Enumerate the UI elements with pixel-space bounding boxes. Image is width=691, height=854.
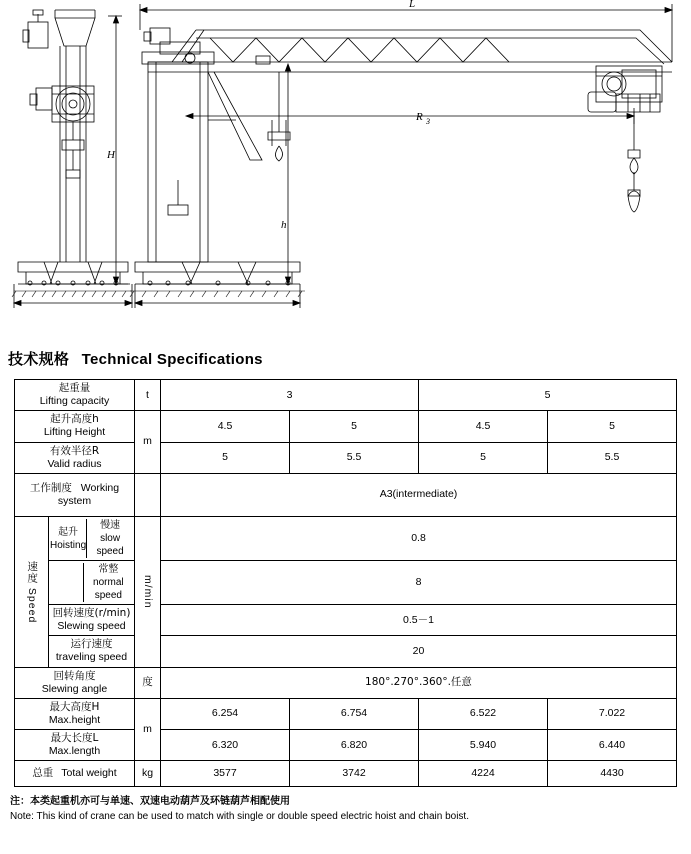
row-label-cn: 起重量 <box>58 382 91 394</box>
row-unit-speed: m/min <box>135 517 161 668</box>
cell-valid-radius-1: 5 <box>161 442 290 473</box>
row-label-cn: 有效半径R <box>49 444 100 457</box>
cell-slewing-speed: 0.5－1 <box>161 605 677 636</box>
cell-max-length-1: 6.320 <box>161 730 290 761</box>
sub-label-cn: 慢速 <box>100 520 121 531</box>
cell-max-height-3: 6.522 <box>419 698 548 729</box>
sub-label-en: Slewing speed <box>57 620 126 633</box>
row-unit-meter-1: m <box>135 411 161 474</box>
row-label-cn: 回转角度 <box>53 669 96 682</box>
cell-lifting-height-1: 4.5 <box>161 411 290 442</box>
cell-lifting-height-4: 5 <box>548 411 677 442</box>
table-row <box>15 561 677 605</box>
row-label-valid-radius <box>15 442 135 473</box>
row-label-cn: 起升高度h <box>50 413 99 426</box>
row-label-cn: 最大长度L <box>50 732 99 744</box>
row-label-en: Slewing angle <box>41 682 108 695</box>
dim-label-R: R <box>416 111 423 123</box>
sub-label-en: normal speed <box>93 577 124 601</box>
page-title-cn: 技术规格 <box>8 350 70 368</box>
row-unit-meter-2: m <box>135 698 161 761</box>
row-label-cn: 总重 <box>32 767 54 780</box>
row-label-cn: 工作制度 <box>29 481 72 494</box>
dim-label-H: H <box>107 149 115 161</box>
table-row <box>15 442 677 473</box>
row-label-en: Lifting Height <box>43 426 106 439</box>
row-label-en: Valid radius <box>47 457 102 470</box>
dim-label-L: L <box>409 0 416 10</box>
row-unit-kg: kg <box>135 761 161 787</box>
table-row <box>15 517 677 561</box>
row-label-total-weight <box>15 761 135 787</box>
crane-drawing-svg <box>0 0 691 330</box>
row-unit-working-system <box>135 473 161 516</box>
page-title <box>8 348 691 369</box>
cell-valid-radius-4: 5.5 <box>548 442 677 473</box>
cell-slewing-angle: 180°.270°.360°.任意 <box>161 667 677 698</box>
row-label-slewing-speed <box>49 605 135 636</box>
table-row <box>15 698 677 729</box>
row-label-working-system <box>15 473 135 516</box>
row-label-slewing-angle <box>15 667 135 698</box>
table-row <box>15 636 677 667</box>
sub-label-cn: 运行速度 <box>70 638 113 651</box>
cell-lifting-height-2: 5 <box>290 411 419 442</box>
sub-label-en: slow speed <box>96 533 124 557</box>
group-label-speed <box>15 517 49 668</box>
row-label-en: Lifting capacity <box>39 395 110 408</box>
cell-max-length-3: 5.940 <box>419 730 548 761</box>
cell-hoisting-slow-speed: 0.8 <box>161 517 677 561</box>
row-label-lifting-height <box>15 411 135 442</box>
cell-total-weight-2: 3742 <box>290 761 419 787</box>
cell-traveling-speed: 20 <box>161 636 677 667</box>
sub-label-en: traveling speed <box>55 651 128 664</box>
row-label-traveling-speed <box>49 636 135 667</box>
hoisting-group-cn: 起升 <box>58 526 79 538</box>
table-row <box>15 667 677 698</box>
cell-working-system: A3(intermediate) <box>161 473 677 516</box>
cell-capacity-3: 3 <box>161 380 419 411</box>
cell-max-height-4: 7.022 <box>548 698 677 729</box>
row-label-en: Working system <box>57 481 120 507</box>
sub-label-cn: 常整 <box>98 564 119 575</box>
table-row <box>15 605 677 636</box>
cell-total-weight-4: 4430 <box>548 761 677 787</box>
cell-max-height-2: 6.754 <box>290 698 419 729</box>
dim-label-h: h <box>281 219 287 231</box>
table-row <box>15 730 677 761</box>
cell-lifting-height-3: 4.5 <box>419 411 548 442</box>
crane-technical-drawing <box>0 0 691 330</box>
group-label-cn: 速度 <box>26 560 39 584</box>
sub-label-cn: 回转速度(r/min) <box>52 607 131 619</box>
cell-total-weight-1: 3577 <box>161 761 290 787</box>
row-label-hoisting-slow-speed <box>49 517 135 561</box>
group-label-en: Speed <box>26 587 39 623</box>
row-label-en: Max.length <box>48 745 101 758</box>
table-row <box>15 761 677 787</box>
svg-text:3: 3 <box>426 117 430 126</box>
cell-total-weight-3: 4224 <box>419 761 548 787</box>
row-label-hoisting-normal-speed <box>49 561 135 605</box>
table-row <box>15 411 677 442</box>
cell-capacity-5: 5 <box>419 380 677 411</box>
row-label-lifting-capacity <box>15 380 135 411</box>
cell-max-length-2: 6.820 <box>290 730 419 761</box>
footnote <box>10 795 691 824</box>
row-label-en: Max.height <box>48 713 101 726</box>
table-row <box>15 473 677 516</box>
row-unit-lifting-capacity: t <box>135 380 161 411</box>
row-label-en: Total weight <box>61 767 117 780</box>
row-unit-degree: 度 <box>135 667 161 698</box>
row-label-max-height <box>15 698 135 729</box>
row-label-max-length <box>15 730 135 761</box>
cell-hoisting-normal-speed: 8 <box>161 561 677 605</box>
cell-max-height-1: 6.254 <box>161 698 290 729</box>
footnote-en: Note: This kind of crane can be used to match with single or double speed electric hoist and chain boist. <box>10 810 469 822</box>
technical-specifications-table <box>14 379 677 787</box>
cell-valid-radius-2: 5.5 <box>290 442 419 473</box>
hoisting-group-en: Hoisting <box>50 539 87 551</box>
table-row <box>15 380 677 411</box>
cell-max-length-4: 6.440 <box>548 730 677 761</box>
row-label-cn: 最大高度H <box>49 700 100 713</box>
footnote-cn: 注：本类起重机亦可与单速、双速电动葫芦及环链葫芦相配使用 <box>10 796 290 808</box>
page-title-en: Technical Specifications <box>81 351 263 368</box>
cell-valid-radius-3: 5 <box>419 442 548 473</box>
